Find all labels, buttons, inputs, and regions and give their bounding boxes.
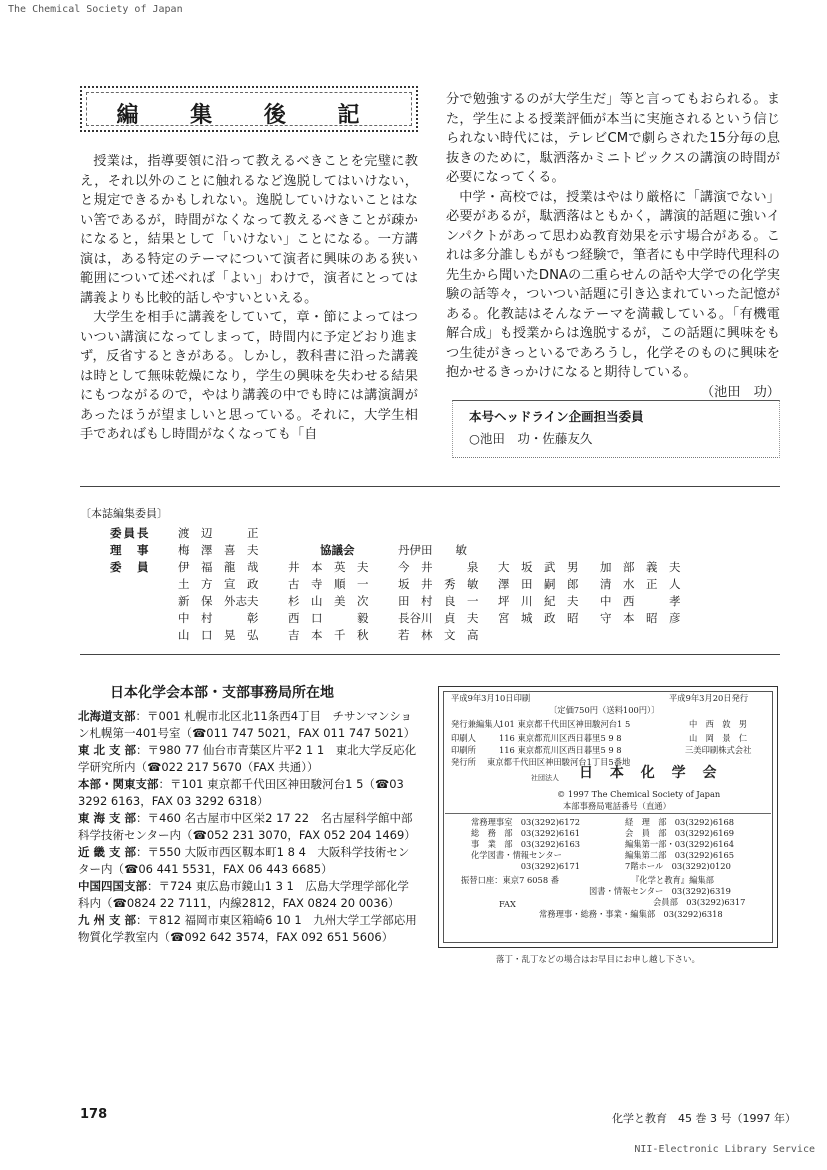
fax-entry: 『化学と教育』編集部 [631,875,714,885]
committee-row [80,593,780,610]
headline-committee-title: 本号ヘッドライン企画担当委員 [469,409,644,424]
phone-entry: 常務理事室 03(3292)6172 [471,817,581,827]
phone-entry: 編集第二部 03(3292)6165 [625,850,735,860]
committee-role: 委 員 [110,560,151,574]
office-address: 〒001 札幌市北区北11条西4丁目 チサンマンション札幌第一401号室（☎011 747 5021，FAX 011 747 5021） [78,709,416,740]
office-name: 東 北 支 部 [78,743,137,757]
editorial-paragraph: 中学・高校では，授業はやはり厳格に「講演でない」必要があるが，駄洒落はともかく，講演的話題に強いインパクトがあって思わぬ教育効果を示す場合がある。これは多分誰しもがもつ経験で，筆者にも中学時代理科の先生から聞いたDNAの二重らせんの話や大学での化学実験の話等々，ついつい話題に引き込まれていった記憶がある。化教誌はそんなテーマを満載している。「有機電解合成」も授業からは逸脱するが，この話題に興味をもつ生徒がきっといるであろうし，化学そのものに興味を抱かせるきっかけになると期待している。 [446,189,780,380]
phone-entry: 会 員 部 03(3292)6169 [625,828,735,838]
phone-entry: 総 務 部 03(3292)6161 [471,828,581,838]
committee-member: 梅 澤 喜 夫 [178,543,259,557]
price: 〔定価750円（送料100円）〕 [549,705,660,715]
committee-member: 今 井 泉 [398,560,479,574]
committee-row [80,559,780,576]
office-item: 本部・関東支部：〒101 東京都千代田区神田駿河台1 5（☎03 3292 6163，FAX 03 3292 6318） [78,777,404,808]
committee-member: 中 西 孝 [600,594,681,608]
committee-member: 田 村 良 一 [398,594,479,608]
committee-council-label: 協議会 [320,543,355,557]
committee-member: 澤 田 嗣 郎 [498,577,579,591]
editorial-signature: （池田 功） [700,384,780,400]
library-footer: NII-Electronic Library Service [634,1144,815,1155]
publisher-address: 東京都千代田区神田駿河台1丁目5番地 [487,757,631,767]
publish-date: 平成9年3月20日発行 [669,693,749,703]
editorial-left-column [80,152,418,445]
section-divider [80,654,780,655]
committee-member: 中 村 彰 [178,611,259,625]
journal-citation: 化学と教育 45 巻 3 号（1997 年） [612,1112,796,1125]
phone-entry: 7階ホール 03(3292)0120 [625,861,731,871]
section-divider [80,486,780,487]
committee-role: 委員長 [110,526,151,540]
committee-member: 古 寺 順 一 [288,577,369,591]
committee-member: 坂 井 秀 敏 [398,577,479,591]
office-address: 〒101 東京都千代田区神田駿河台1 5（☎03 3292 6163，FAX 03 3292 6318） [78,777,404,808]
office-name: 近 畿 支 部 [78,845,137,859]
printshop-name: 三美印刷株式会社 [685,745,752,755]
office-item: 東 北 支 部：〒980 77 仙台市青葉区片平2 1 1 東北大学反応化学研究所内（☎022 217 5670（FAX 共通）） [78,743,417,774]
transfer-account: 振替口座：東京7 6058 番 [461,875,560,885]
editorial-paragraph: 大学生を相手に講義をしていて，章・節によってはついつい講演になってしまって，時間内に予定どおり進まず，反省するときがある。しかし，教科書に沿った講義は時として無味乾燥になり，学生の興味を失わせる結果にもつながるので，やはり講義の中でも時には講演調があったほうが望ましいと思っている。それに，大学生相手であればもし時間がなくなっても「自 [80,310,418,442]
page-number: 178 [80,1107,108,1122]
print-date: 平成9年3月10日印刷 [451,693,531,703]
committee-member: 坪 川 紀 夫 [498,594,579,608]
phone-entry: 化学図書・情報センター [471,850,562,860]
office-name: 中国四国支部 [78,879,147,893]
editor-label: 発行兼編集人 [451,719,501,729]
committee-row [80,576,780,593]
office-item: 東 海 支 部：〒460 名古屋市中区栄2 17 22 名古屋科学館中部科学技術センター内（☎052 231 3070，FAX 052 204 1469） [78,811,416,842]
fax-entry: 図書・情報センター 03(3292)6319 [589,886,731,896]
office-name: 本部・関東支部 [78,777,159,791]
office-item: 中国四国支部：〒724 東広島市鏡山1 3 1 広島大学理学部化学科内（☎0824 22 7111，内線2812，FAX 0824 20 0036） [78,879,409,910]
headline-committee-box [452,400,780,458]
printer-label: 印刷人 [451,733,476,743]
colophon-box [438,686,778,948]
committee-member: 大 坂 武 男 [498,560,579,574]
office-address: 〒550 大阪市西区靱本町1 8 4 大阪科学技術センター内（☎06 441 5531，FAX 06 443 6685） [78,845,410,876]
committee-member: 若 林 文 高 [398,628,479,642]
printer-address: 116 東京都荒川区西日暮里5 9 8 [499,733,622,743]
committee-member: 守 本 昭 彦 [600,611,681,625]
committee-row [80,627,780,644]
source-header: The Chemical Society of Japan [8,4,183,15]
colophon-note: 落丁・乱丁などの場合はお早目にお申し越し下さい。 [496,955,701,965]
copyright-line: © 1997 The Chemical Society of Japan [557,789,721,799]
printer-name: 山 岡 景 仁 [689,733,748,743]
phone-heading: 本部事務局電話番号（直通） [563,801,671,811]
phone-entry: 03(3292)6171 [471,861,581,871]
editor-name: 中 西 敦 男 [689,719,748,729]
committee-member: 丹伊田 敏 [398,543,467,557]
editor-address: 101 東京都千代田区神田駿河台1 5 [499,719,631,729]
fax-label: FAX [499,899,516,909]
phone-entry: 経 理 部 03(3292)6168 [625,817,735,827]
committee-row [80,610,780,627]
office-address: 〒724 東広島市鏡山1 3 1 広島大学理学部化学科内（☎0824 22 7111，内線2812，FAX 0824 20 0036） [78,879,409,910]
printshop-address: 116 東京都荒川区西日暮里5 9 8 [499,745,622,755]
editorial-title-box [80,86,418,132]
editorial-right-column [446,90,780,402]
editorial-paragraph: 授業は，指導要領に沿って教えるべきことを完璧に教え，それ以外のことに触れるなど逸脱してはいけない，と規定できるかもしれない。逸脱していけないことはない筈であるが，時間がなくなって教えるべきことが疎かになると，結果として「いけない」ことになる。一方講演は，ある特定のテーマについて演者に興味のある狭い範囲について述べれば「よい」わけで，演者にとっては講義よりも比較的話しやすいといえる。 [80,154,418,306]
office-name: 北海道支部 [78,709,136,723]
headline-committee-members: ○池田 功・佐藤友久 [469,431,593,446]
committee-row [80,525,780,542]
office-address: 〒812 福岡市東区箱崎6 10 1 九州大学工学部応用物質化学教室内（☎092 642 3574，FAX 092 651 5606） [78,913,417,944]
editorial-title: 編 集 後 記 [116,102,382,128]
office-item: 九 州 支 部：〒812 福岡市東区箱崎6 10 1 九州大学工学部応用物質化学教室内（☎092 642 3574，FAX 092 651 5606） [78,913,417,944]
office-address: 〒460 名古屋市中区栄2 17 22 名古屋科学館中部科学技術センター内（☎052 231 3070，FAX 052 204 1469） [78,811,416,842]
committee-member: 山 口 晃 弘 [178,628,259,642]
committee-member: 長谷川 貞 夫 [398,611,479,625]
committee-member: 西 口 毅 [288,611,369,625]
office-name: 東 海 支 部 [78,811,137,825]
committee-role: 理 事 [110,543,151,557]
colophon-divider [445,813,771,814]
committee-member: 新 保 外志夫 [178,594,259,608]
society-name: 日 本 化 学 会 [579,765,723,781]
committee-row [80,542,780,559]
offices-title: 日本化学会本部・支部事務局所在地 [110,685,334,701]
committee-member: 吉 本 千 秋 [288,628,369,642]
office-item: 近 畿 支 部：〒550 大阪市西区靱本町1 8 4 大阪科学技術センター内（☎06 441 5531，FAX 06 443 6685） [78,845,410,876]
editorial-paragraph: 分で勉強するのが大学生だ」等と言ってもおられる。また，学生による授業評価が本当に実施されるという信じられない時代には，テレビCMで劇らされた15分毎の息抜きのために，駄洒落かミニトピックスの講演の時間が必要になってくる。 [446,92,780,185]
office-item: 北海道支部：〒001 札幌市北区北11条西4丁目 チサンマンション札幌第一401号室（☎011 747 5021，FAX 011 747 5021） [78,709,416,740]
publisher-label: 発行所 [451,757,476,767]
committee-member: 渡 辺 正 [178,526,259,540]
committee-member: 伊 福 龍 哉 [178,560,259,574]
office-name: 九 州 支 部 [78,913,137,927]
corp-label: 社団法人 [531,774,559,782]
fax-entry: 会員部 03(3292)6317 [653,897,746,907]
phone-entry: 事 業 部 03(3292)6163 [471,839,581,849]
committee-member: 宮 城 政 昭 [498,611,579,625]
committee-heading: 〔本誌編集委員〕 [80,507,168,520]
phone-entry: 編集第一部・03(3292)6164 [625,839,735,849]
committee-member: 井 本 英 夫 [288,560,369,574]
fax-entry: 常務理事・総務・事業・編集部 03(3292)6318 [539,909,723,919]
offices-list [78,708,418,946]
editorial-committee [80,505,780,644]
committee-member: 加 部 義 夫 [600,560,681,574]
committee-member: 清 水 正 人 [600,577,681,591]
office-address: 〒980 77 仙台市青葉区片平2 1 1 東北大学反応化学研究所内（☎022 217 5670（FAX 共通）） [78,743,417,774]
committee-member: 杉 山 美 次 [288,594,369,608]
committee-member: 土 方 宣 政 [178,577,259,591]
printshop-label: 印刷所 [451,745,476,755]
